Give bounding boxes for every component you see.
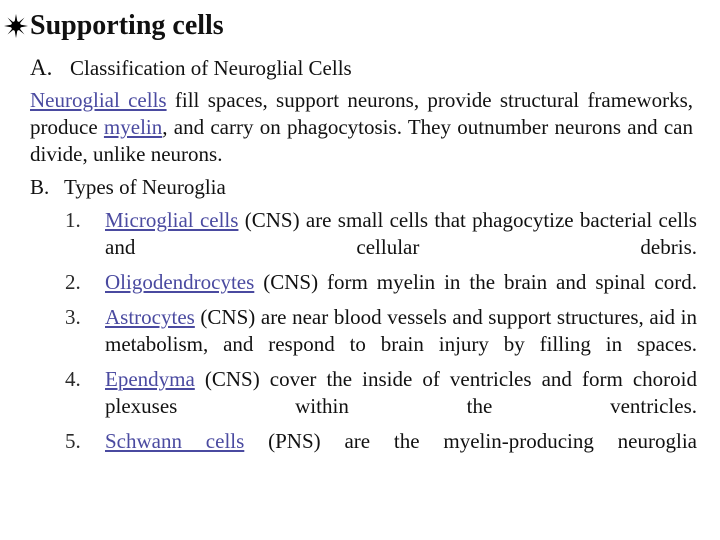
list-item-body — [105, 366, 697, 420]
ependyma-link[interactable]: Ependyma — [105, 367, 195, 391]
list-item — [0, 269, 720, 296]
section-a-marker: A. — [30, 55, 53, 80]
section-b-heading — [30, 173, 226, 201]
list-item-number: 4. — [65, 367, 81, 391]
list-item-number: 3. — [65, 305, 81, 329]
list-item-number: 2. — [65, 270, 81, 294]
neuroglia-types-list — [0, 207, 720, 463]
list-item-number: 1. — [65, 208, 81, 232]
schwann-cells-link[interactable]: Schwann cells — [105, 429, 245, 453]
slide-title — [4, 8, 224, 44]
list-item-desc: (CNS) cover the inside of ventricles and form choroid plexuses within the ventricles. — [105, 367, 697, 418]
list-item-body — [105, 207, 697, 261]
intro-paragraph — [30, 87, 693, 168]
list-item — [0, 428, 720, 455]
list-item-desc: (CNS) are near blood vessels and support structures, aid in metabolism, and respond to brain injury by filling in spaces. — [105, 305, 697, 356]
list-item-desc: (CNS) are small cells that phagocytize bacterial cells and cellular debris. — [105, 208, 697, 259]
title-text: Supporting cells — [30, 10, 224, 41]
oligodendrocytes-link[interactable]: Oligodendrocytes — [105, 270, 255, 294]
list-item-body — [105, 304, 697, 358]
section-a-heading — [30, 54, 352, 82]
intro-text-1: fill spaces, support neurons, provide structural frameworks, produce — [30, 88, 693, 139]
myelin-link[interactable]: myelin — [103, 115, 163, 139]
list-item — [0, 366, 720, 420]
astrocytes-link[interactable]: Astrocytes — [105, 305, 195, 329]
list-item — [0, 207, 720, 261]
section-a-text: Classification of Neuroglial Cells — [70, 56, 352, 80]
list-item-number: 5. — [65, 429, 81, 453]
list-item-body — [105, 269, 697, 296]
microglial-cells-link[interactable]: Microglial cells — [105, 208, 239, 232]
section-b-text: Types of Neuroglia — [64, 175, 226, 199]
list-item — [0, 304, 720, 358]
section-b-marker: B. — [30, 175, 50, 199]
intro-text-2: , and carry on phagocytosis. They outnumber neurons and can divide, unlike neurons. — [30, 115, 694, 166]
list-item-desc: (PNS) are the myelin-producing neuroglia — [244, 429, 697, 453]
starburst-bullet-icon — [4, 14, 28, 38]
list-item-body — [105, 428, 697, 455]
list-item-desc: (CNS) form myelin in the brain and spinal cord. — [254, 270, 697, 294]
neuroglial-cells-link[interactable]: Neuroglial cells — [30, 88, 167, 112]
